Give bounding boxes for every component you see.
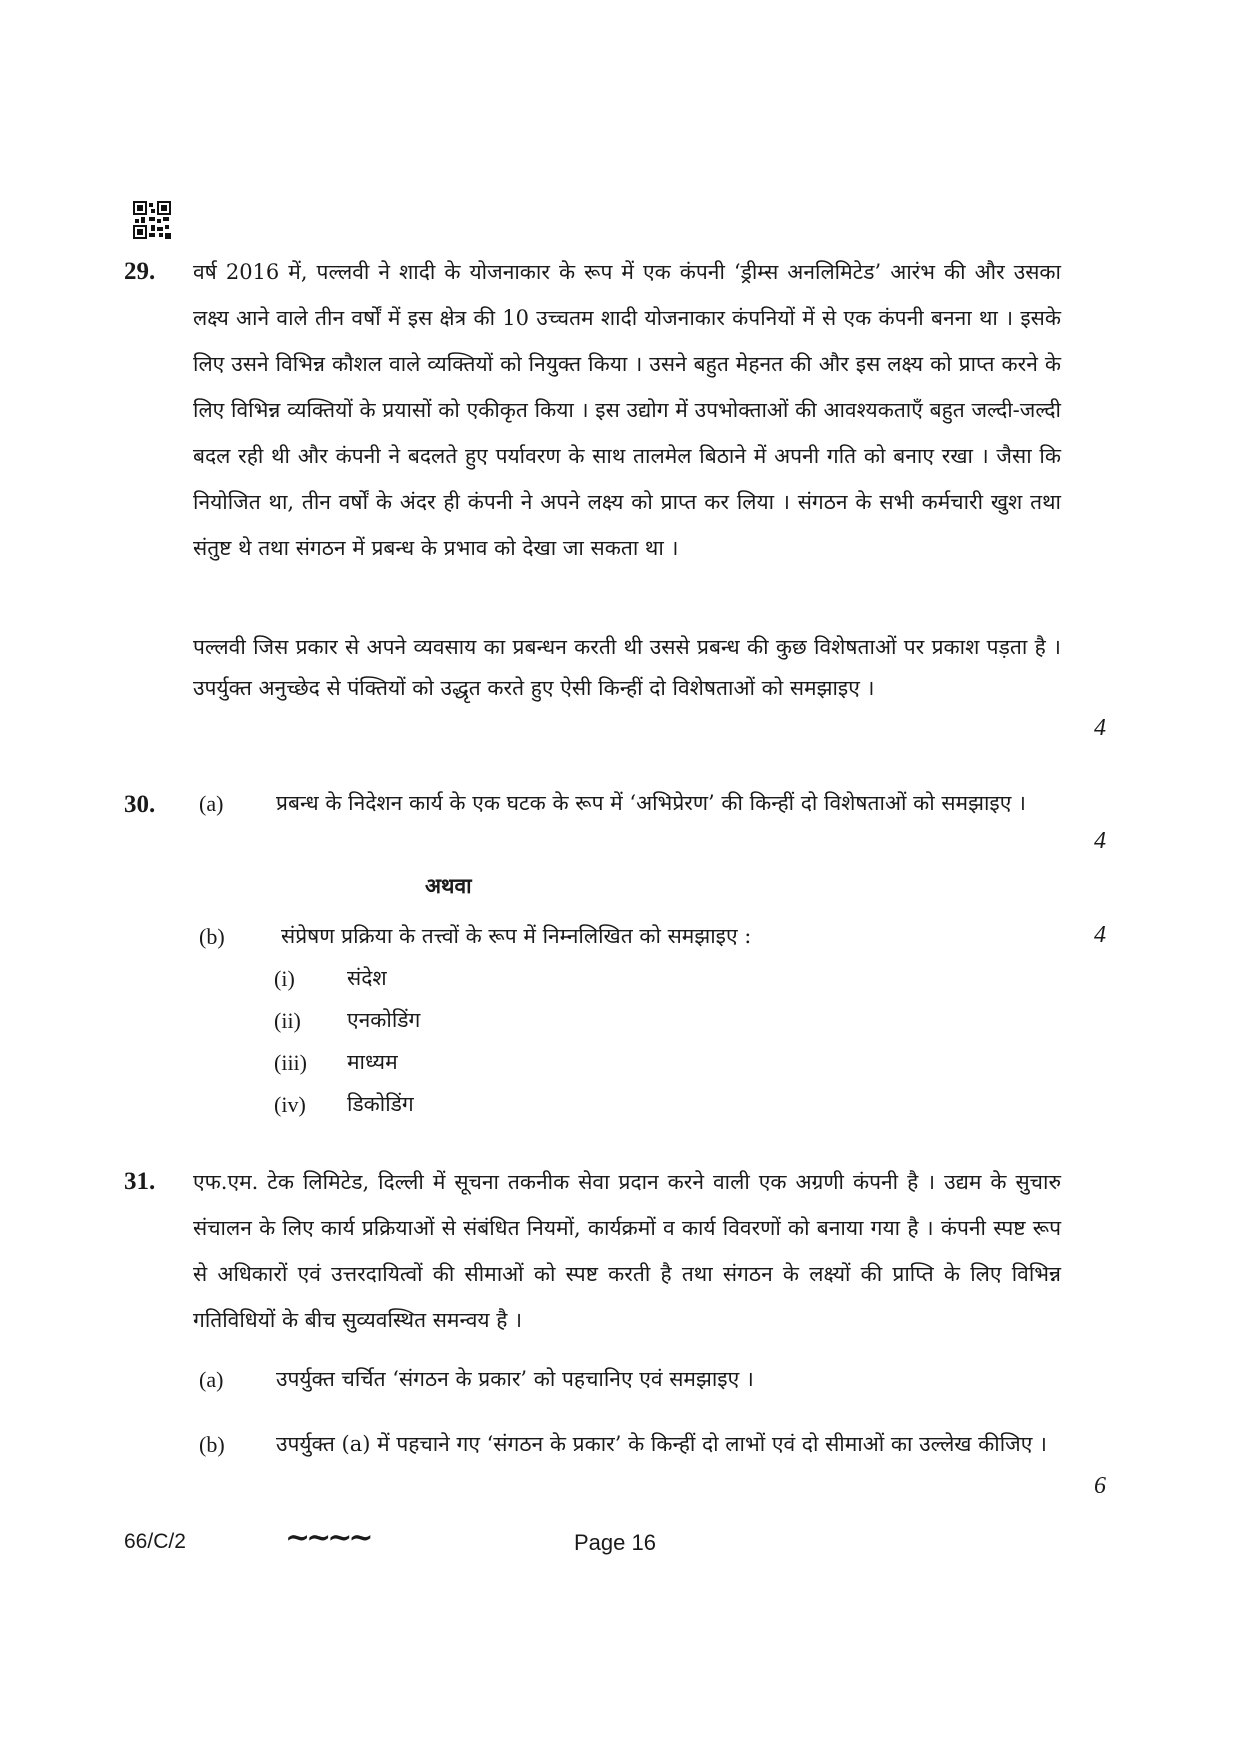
item-label: (i) xyxy=(274,966,295,991)
item-text: एनकोडिंग xyxy=(347,1008,421,1032)
marks-label: 4 xyxy=(1094,922,1106,948)
item-label: (ii) xyxy=(274,1008,301,1033)
part-text: संप्रेषण प्रक्रिया के तत्त्वों के रूप में निम्नलिखित को समझाइए : xyxy=(281,924,752,948)
part-text: उपर्युक्त (a) में पहचाने गए ‘संगठन के प्रकार’ के किन्हीं दो लाभों एवं दो सीमाओं का उल्लेख कीजिए । xyxy=(276,1432,1047,1456)
question-number: 31. xyxy=(124,1168,156,1195)
part-text: प्रबन्ध के निदेशन कार्य के एक घटक के रूप में ‘अभिप्रेरण’ की किन्हीं दो विशेषताओं को समझाइए । xyxy=(276,791,1026,815)
question-passage: वर्ष 2016 में, पल्लवी ने शादी के योजनाकार के रूप में एक कंपनी ‘ड्रीम्स अनलिमिटेड’ आरंभ की और उसका लक्ष्य आने वाले तीन वर्षों में इस क्षेत्र की 10 उच्चतम शादी योजनाकार कंपनियों में से एक कंपनी बनना था । इसके लिए उसने विभिन्न कौशल वाले व्यक्तियों को नियुक्त किया । उसने बहुत मेहनत की और इस लक्ष्य को प्राप्त करने के लिए विभिन्न व्यक्तियों के प्रयासों को एकीकृत किया । इस उद्योग में उपभोक्ताओं की आवश्यकताएँ बहुत जल्दी-जल्दी बदल रही थी और कंपनी ने बदलते हुए पर्यावरण के साथ तालमेल बिठाने में अपनी गति को बनाए रखा । जैसा कि नियोजित था, तीन वर्षों के अंदर ही कंपनी ने अपने लक्ष्य को प्राप्त कर लिया । संगठन के सभी कर्मचारी खुश तथा संतुष्ट थे तथा संगठन में प्रबन्ध के प्रभाव को देखा जा सकता था । xyxy=(193,260,1061,560)
part-label: (b) xyxy=(199,924,225,949)
item-label: (iv) xyxy=(274,1092,306,1117)
item-text: माध्यम xyxy=(347,1050,398,1074)
part-label: (a) xyxy=(199,791,224,816)
part-label: (b) xyxy=(199,1432,225,1457)
item-label: (iii) xyxy=(274,1050,307,1075)
item-text: संदेश xyxy=(347,966,387,990)
part-text: उपर्युक्त चर्चित ‘संगठन के प्रकार’ को पहचानिए एवं समझाइए । xyxy=(276,1367,754,1391)
paper-code: 66/C/2 xyxy=(124,1530,186,1553)
question-number: 29. xyxy=(124,258,156,285)
or-separator: अथवा xyxy=(425,873,472,898)
part-label: (a) xyxy=(199,1367,224,1392)
item-text: डिकोडिंग xyxy=(347,1092,414,1116)
page-number: Page 16 xyxy=(574,1530,656,1555)
question-passage: एफ.एम. टेक लिमिटेड, दिल्ली में सूचना तकनीक सेवा प्रदान करने वाली एक अग्रणी कंपनी है । उद्यम के सुचारु संचालन के लिए कार्य प्रक्रियाओं से संबंधित नियमों, कार्यक्रमों व कार्य विवरणों को बनाया गया है । कंपनी स्पष्ट रूप से अधिकारों एवं उत्तरदायित्वों की सीमाओं को स्पष्ट करती है तथा संगठन के लक्ष्यों की प्राप्ति के लिए विभिन्न गतिविधियों के बीच सुव्यवस्थित समन्वय है । xyxy=(193,1170,1061,1332)
question-number: 30. xyxy=(124,791,156,818)
wave-divider: ~~~~ xyxy=(285,1520,370,1555)
question-text: पल्लवी जिस प्रकार से अपने व्यवसाय का प्रबन्धन करती थी उससे प्रबन्ध की कुछ विशेषताओं पर प्रकाश पड़ता है । उपर्युक्त अनुच्छेद से पंक्तियों को उद्धृत करते हुए ऐसी किन्हीं दो विशेषताओं को समझाइए । xyxy=(193,635,1061,700)
marks-label: 4 xyxy=(1094,828,1106,854)
qr-code-icon xyxy=(133,201,171,239)
marks-label: 4 xyxy=(1094,715,1106,741)
marks-label: 6 xyxy=(1094,1473,1106,1499)
